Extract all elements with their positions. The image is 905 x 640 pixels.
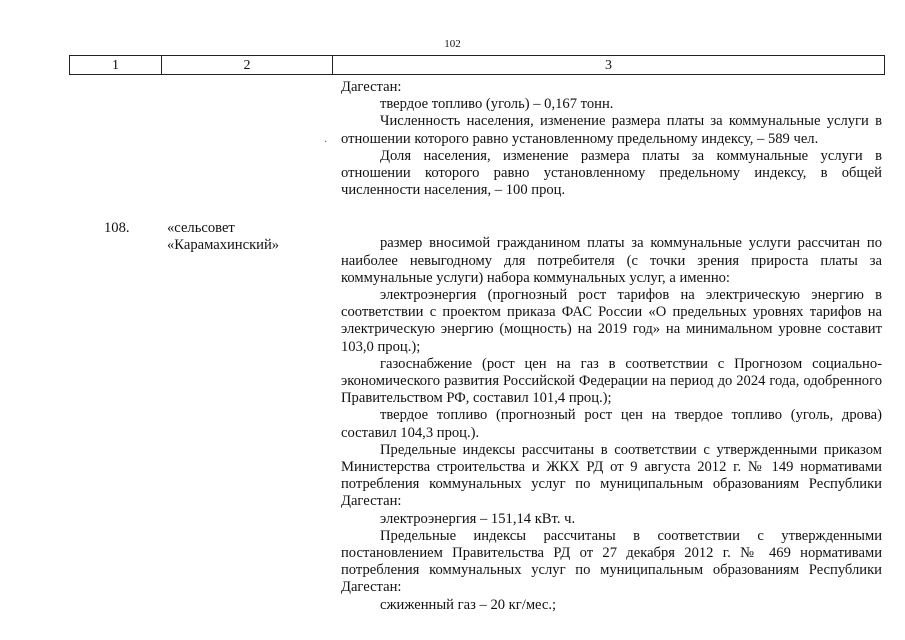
row-paragraph: сжиженный газ – 20 кг/мес.;	[380, 596, 557, 613]
row-number: 108.	[104, 220, 130, 236]
column-divider-4	[884, 55, 885, 75]
row-paragraph: электроэнергия – 151,14 кВт. ч.	[380, 510, 576, 527]
row-paragraph: Предельные индексы рассчитаны в соответствии с утвержденными приказом Министерства строительства и ЖКХ РД от 9 августа 2012 г. № 149 нормативами потребления коммунальных услуг по муниципальным образованиям Республики Дагестан:	[341, 441, 882, 510]
scan-speck: ·	[324, 137, 328, 148]
row-paragraph: газоснабжение (рост цен на газ в соответствии с Прогнозом социально-экономического развития Российской Федерации на период до 2024 года, одобренного Правительством РФ, составил 101,4 проц.);	[341, 355, 882, 407]
row-paragraph: электроэнергия (прогнозный рост тарифов на электрическую энергию в соответствии с проектом приказа ФАС России «О предельных уровнях тарифов на электрическую энергию (мощность) на 2019 год» на минимальном уровне составит 103,0 проц.);	[341, 287, 882, 355]
row-paragraph: размер вносимой гражданином платы за коммунальные услуги рассчитан по наиболее невыгодному для потребителя (с точки зрения прироста платы за коммунальные услуги) набора коммунальных услуг, а именно:	[341, 235, 882, 286]
row-paragraph: Предельные индексы рассчитаны в соответствии с утвержденными постановлением Правительства РД от 27 декабря 2012 г. № 469 нормативами потребления коммунальных услуг по муниципальным образованиям Республики Дагестан:	[341, 527, 882, 596]
row-name-line: «сельсовет	[167, 220, 235, 236]
row-municipality-name	[167, 220, 327, 254]
header-col-1: 1	[112, 58, 119, 73]
table-header-bottom-rule	[69, 74, 885, 75]
continuation-paragraph: Дагестан:	[341, 79, 402, 95]
continuation-block	[341, 79, 882, 199]
continuation-paragraph: твердое топливо (уголь) – 0,167 тонн.	[380, 96, 614, 113]
header-col-3: 3	[605, 58, 612, 73]
header-col-2: 2	[243, 58, 251, 73]
continuation-paragraph: Численность населения, изменение размера платы за коммунальные услуги в отношении которого равно установленному предельному индексу, – 589 чел.	[341, 113, 882, 147]
continuation-paragraph: Доля населения, изменение размера платы за коммунальные услуги в отношении которого равно установленному предельному индексу, в общей численности населения, – 100 проц.	[341, 147, 882, 199]
column-3-content	[341, 79, 882, 614]
row-paragraph: твердое топливо (прогнозный рост цен на твердое топливо (уголь, дрова) составил 104,3 проц.).	[341, 407, 882, 441]
table-top-rule	[69, 55, 885, 56]
row-108-content	[341, 235, 882, 613]
page-number: 102	[444, 38, 461, 50]
row-name-line: «Карамахинский»	[167, 237, 280, 254]
